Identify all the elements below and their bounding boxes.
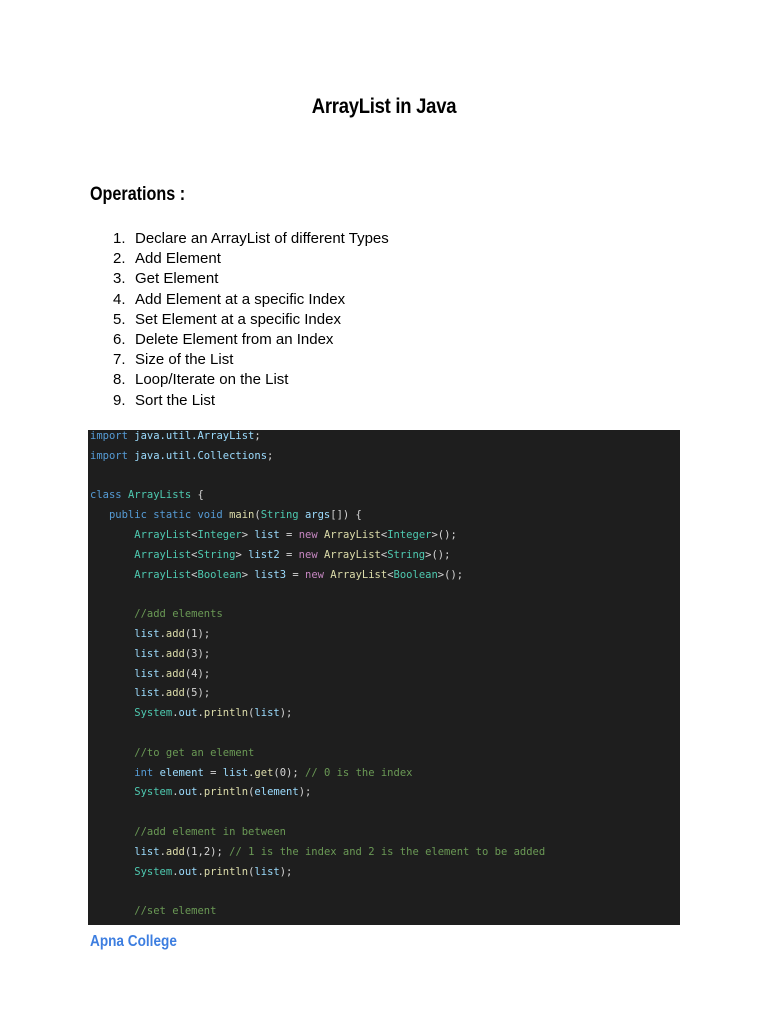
code-token: (0); — [273, 766, 305, 779]
code-token: String — [197, 548, 236, 561]
code-token: ); — [279, 707, 293, 720]
code-token — [90, 905, 134, 917]
code-token: list — [134, 845, 160, 858]
code-line — [90, 704, 292, 724]
code-line — [90, 665, 210, 685]
code-token: = — [279, 529, 299, 541]
code-token: Integer — [387, 529, 432, 541]
code-token: list2 — [248, 548, 280, 561]
code-token — [90, 549, 134, 561]
code-token: >(); — [437, 568, 464, 581]
code-token: String — [260, 509, 305, 522]
code-token: list — [134, 647, 160, 660]
code-token: ( — [254, 509, 261, 522]
code-token: out — [178, 707, 198, 720]
code-token: ; — [254, 430, 268, 442]
code-token: import — [90, 449, 135, 462]
operation-text: Set Element at a specific Index — [135, 310, 341, 328]
code-token: ); — [279, 865, 293, 878]
code-token: = — [279, 548, 299, 561]
code-token — [90, 668, 134, 680]
operation-number: 1. — [113, 230, 126, 247]
code-line — [90, 902, 216, 922]
code-token: < — [380, 548, 388, 561]
code-token: { — [191, 489, 204, 502]
operation-number: 9. — [113, 391, 126, 409]
code-token: . — [197, 865, 204, 878]
code-token: . — [159, 667, 166, 680]
code-token: get — [254, 766, 274, 779]
code-line — [90, 430, 267, 447]
operation-item — [113, 330, 389, 350]
code-token: String — [387, 548, 426, 561]
code-line — [90, 744, 254, 764]
code-token: import — [90, 430, 135, 442]
operation-item — [113, 310, 389, 330]
code-token: . — [172, 786, 179, 799]
code-token: list — [134, 687, 160, 700]
code-token: ( — [248, 786, 255, 799]
code-line — [90, 645, 210, 665]
operations-list — [113, 229, 389, 411]
code-line — [90, 684, 210, 704]
code-token — [90, 687, 134, 699]
code-token: < — [191, 548, 198, 561]
code-token — [90, 826, 134, 838]
operation-text: Delete Element from an Index — [135, 330, 334, 348]
operation-item — [113, 370, 389, 390]
code-token: ; — [267, 449, 274, 462]
code-line — [90, 843, 545, 863]
code-token: Boolean — [393, 568, 438, 581]
code-token: // 1 is the index and 2 is the element to be added — [229, 845, 546, 858]
code-token: ArrayList — [134, 568, 192, 581]
code-token: ArrayLists — [127, 489, 192, 502]
code-token: ( — [248, 707, 255, 720]
code-token: = — [286, 568, 305, 581]
code-token: java.util.Collections — [134, 449, 268, 462]
code-line — [90, 863, 292, 883]
code-token: System — [134, 707, 173, 720]
code-token: ArrayList — [134, 529, 192, 541]
page-title: ArrayList in Java — [311, 95, 457, 118]
code-token: System — [134, 865, 173, 878]
code-token — [90, 767, 134, 779]
code-token — [90, 529, 134, 541]
code-token: . — [159, 687, 166, 700]
code-token: ( — [248, 865, 255, 878]
code-token: add — [165, 628, 185, 640]
code-token: list — [222, 766, 249, 779]
operation-number: 8. — [113, 371, 126, 389]
code-token: println — [203, 865, 249, 878]
code-line — [90, 605, 223, 625]
code-token — [90, 846, 134, 858]
code-line — [90, 823, 286, 843]
code-token: //add elements — [134, 608, 223, 621]
code-token — [90, 648, 134, 660]
code-token: new — [298, 548, 324, 561]
operation-text: Loop/Iterate on the List — [135, 371, 289, 389]
code-token: . — [159, 628, 166, 640]
code-token: . — [197, 786, 204, 799]
code-token: args — [304, 509, 331, 522]
code-token: . — [197, 707, 204, 720]
code-token: list3 — [254, 568, 287, 581]
code-token — [90, 608, 134, 620]
operation-text: Size of the List — [135, 351, 234, 369]
code-token: . — [172, 707, 179, 720]
operation-number: 6. — [113, 330, 126, 348]
code-token: element — [159, 766, 204, 779]
code-token: main — [229, 509, 255, 522]
code-token — [90, 866, 134, 878]
code-line — [90, 625, 210, 645]
code-token: //set element — [134, 905, 217, 918]
code-block — [88, 430, 680, 925]
code-token: list — [134, 628, 160, 640]
operation-number: 3. — [113, 270, 126, 288]
code-line — [90, 506, 362, 526]
code-token: //to get an element — [134, 746, 255, 759]
code-token: add — [165, 667, 185, 680]
code-token: < — [387, 568, 394, 581]
code-token: ArrayList — [330, 568, 388, 581]
code-token: add — [165, 845, 185, 858]
code-token: (1); — [184, 628, 211, 640]
code-line — [90, 764, 412, 784]
operation-text: Add Element at a specific Index — [135, 290, 346, 308]
code-token: new — [298, 529, 324, 541]
code-token: (5); — [184, 687, 211, 700]
code-token — [90, 509, 109, 521]
code-token: element — [254, 786, 299, 799]
code-token: //add element in between — [134, 826, 286, 838]
code-line — [90, 546, 450, 566]
code-token: out — [178, 786, 198, 799]
code-token: // 0 is the index — [305, 766, 413, 779]
code-token: . — [172, 865, 179, 878]
code-token — [90, 786, 134, 798]
code-token: (3); — [184, 647, 211, 660]
code-token: add — [165, 687, 185, 700]
code-token: class — [90, 489, 128, 502]
code-token: > — [241, 529, 255, 541]
operation-number: 7. — [113, 351, 126, 369]
code-token: Integer — [197, 529, 242, 541]
operation-text: Declare an ArrayList of different Types — [135, 230, 389, 247]
code-token: System — [134, 786, 173, 799]
footer-brand: Apna College — [90, 933, 177, 950]
code-token: ArrayList — [134, 548, 192, 561]
code-line — [90, 447, 273, 467]
code-line — [90, 486, 204, 506]
code-token: ); — [298, 786, 312, 799]
operation-text: Sort the List — [135, 391, 216, 409]
code-token: ArrayList — [323, 548, 381, 561]
code-token: list — [254, 865, 280, 878]
operation-item — [113, 391, 389, 411]
code-token: println — [203, 707, 249, 720]
operation-text: Add Element — [135, 250, 221, 268]
code-token: ArrayList — [323, 529, 381, 541]
code-token: java.util.ArrayList — [134, 430, 255, 442]
code-token: < — [191, 568, 198, 581]
code-token: (1,2); — [184, 845, 230, 858]
code-token — [90, 628, 134, 640]
code-token: list — [254, 707, 280, 720]
code-token: []) { — [330, 509, 362, 522]
operation-item — [113, 350, 389, 370]
code-token — [90, 747, 134, 759]
code-token: >(); — [425, 548, 451, 561]
code-line — [90, 783, 311, 803]
code-token — [90, 707, 134, 719]
code-token: >(); — [431, 529, 457, 541]
code-token: add — [165, 647, 185, 660]
code-token: list — [254, 529, 280, 541]
code-token: . — [248, 766, 255, 779]
code-line — [90, 526, 457, 546]
code-token: > — [235, 548, 249, 561]
operation-item — [113, 249, 389, 269]
operation-item — [113, 269, 389, 289]
operation-number: 5. — [113, 310, 126, 328]
code-token: Boolean — [197, 568, 242, 581]
code-token: println — [203, 786, 249, 799]
code-token: list — [134, 667, 160, 680]
code-token: (4); — [184, 667, 211, 680]
operations-heading: Operations : — [90, 184, 186, 205]
code-token: out — [178, 865, 198, 878]
code-token: < — [191, 529, 198, 541]
code-token: public static void — [108, 509, 230, 522]
operation-number: 4. — [113, 290, 126, 308]
code-token: < — [380, 529, 388, 541]
code-token: . — [159, 647, 166, 660]
code-token: new — [305, 568, 331, 581]
code-token: = — [203, 766, 223, 779]
code-line — [90, 566, 463, 586]
code-token: int — [134, 766, 160, 779]
code-token: > — [241, 568, 255, 581]
code-token: . — [159, 845, 166, 858]
operation-item — [113, 229, 389, 249]
operation-number: 2. — [113, 250, 126, 268]
code-token — [90, 569, 134, 581]
operation-text: Get Element — [135, 270, 219, 288]
operation-item — [113, 290, 389, 310]
